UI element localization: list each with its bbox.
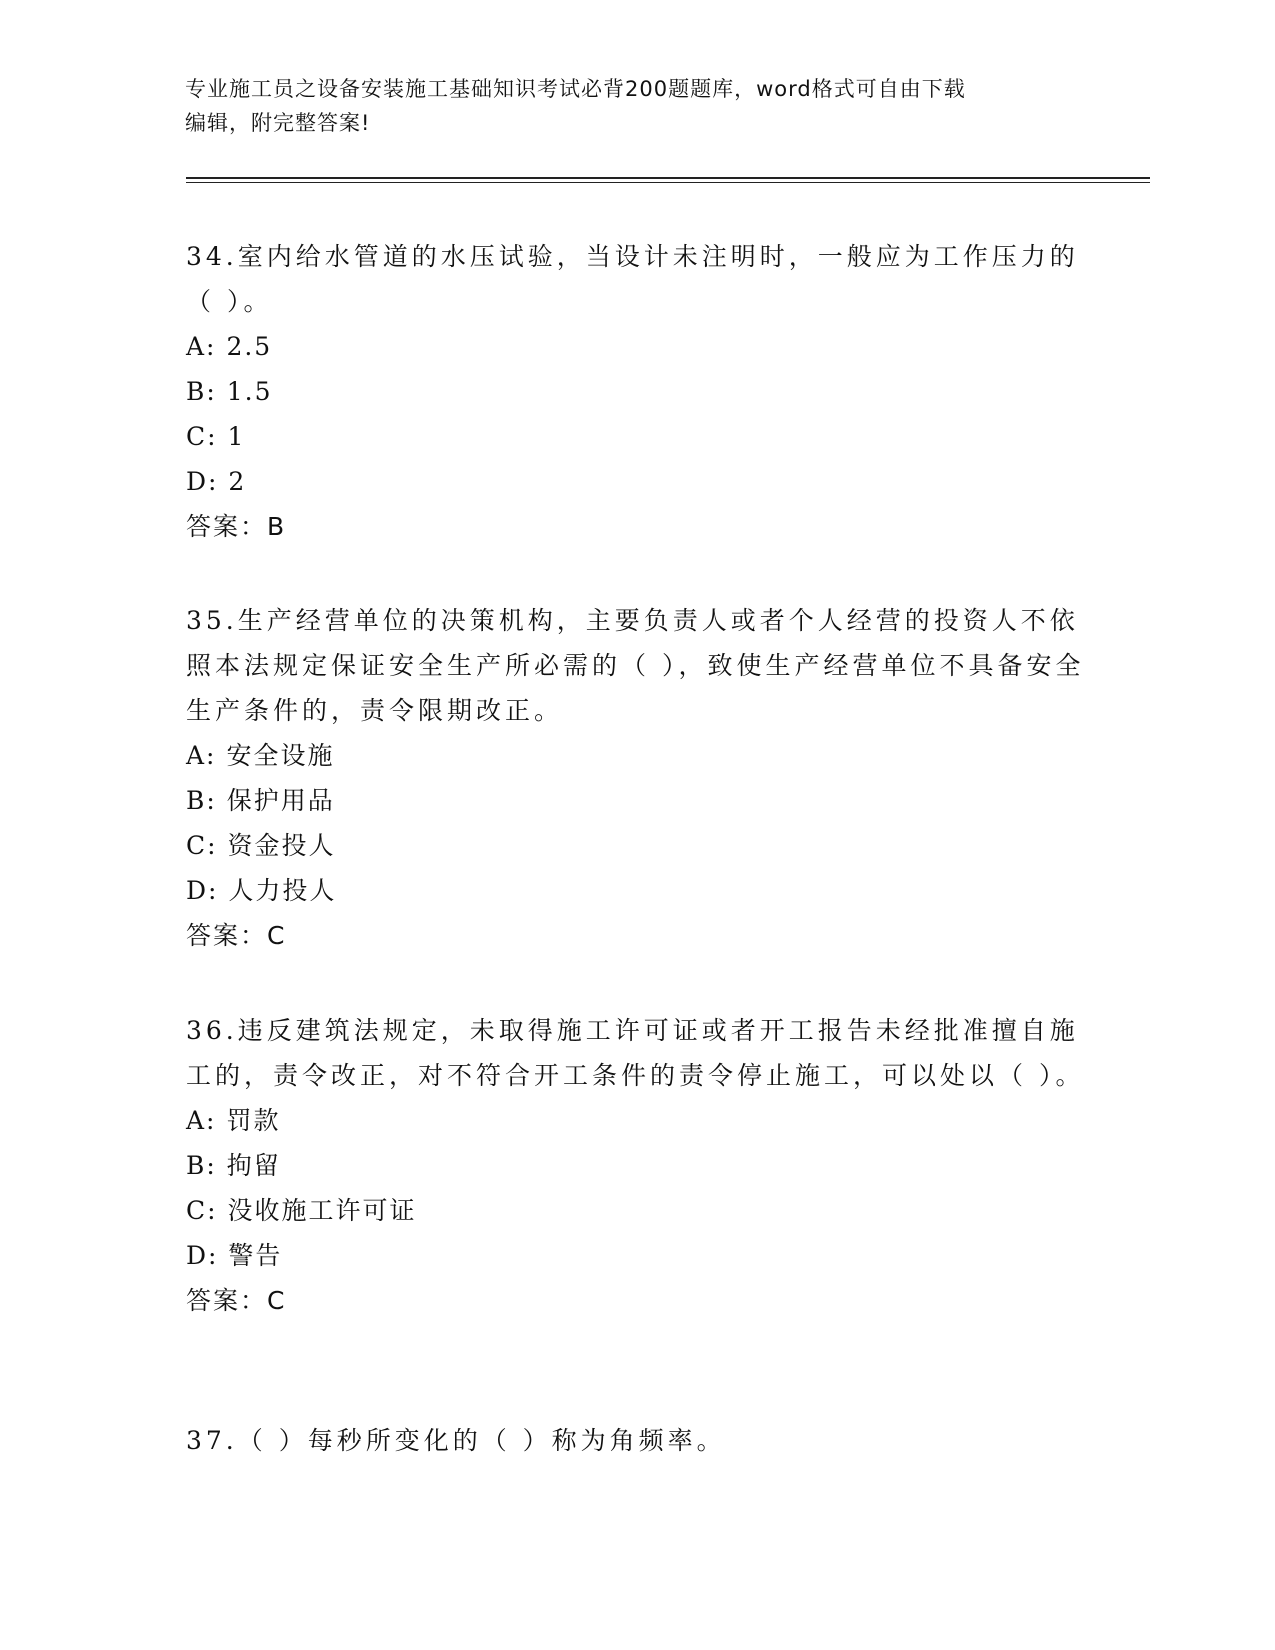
- option-d: [186, 1233, 1086, 1278]
- option-key: B:: [186, 786, 217, 815]
- question-stem: 37.（ ）每秒所变化的（ ）称为角频率。: [186, 1426, 726, 1455]
- option-text: 2: [228, 467, 247, 496]
- option-text: 1: [227, 422, 246, 451]
- option-c: [186, 823, 1086, 868]
- option-key: B:: [186, 1151, 217, 1180]
- option-b: [186, 778, 1086, 823]
- option-key: A:: [186, 741, 217, 770]
- answer-line: 答案：C: [186, 921, 287, 950]
- question-36: [186, 1008, 1086, 1323]
- option-b: [186, 1143, 1086, 1188]
- option-key: C:: [186, 422, 218, 451]
- option-d: [186, 868, 1086, 913]
- option-key: A:: [186, 332, 217, 361]
- answer-line: 答案：C: [186, 1286, 287, 1315]
- answer-line: 答案：B: [186, 512, 287, 541]
- option-text: 拘留: [226, 1151, 281, 1180]
- option-text: 保护用品: [226, 786, 335, 815]
- option-text: 警告: [228, 1241, 283, 1270]
- option-b: [186, 369, 1086, 414]
- question-34: [186, 234, 1086, 549]
- option-d: [186, 459, 1086, 504]
- option-c: [186, 414, 1086, 459]
- option-key: D:: [186, 467, 219, 496]
- question-stem: 36.违反建筑法规定，未取得施工许可证或者开工报告未经批准擅自施工的，责令改正，对不符合开工条件的责令停止施工，可以处以（ ）。: [186, 1016, 1085, 1090]
- option-key: B:: [186, 377, 217, 406]
- option-key: C:: [186, 831, 218, 860]
- option-a: [186, 1098, 1086, 1143]
- option-text: 安全设施: [226, 741, 335, 770]
- option-text: 罚款: [226, 1106, 281, 1135]
- header-divider-thick: [186, 177, 1150, 179]
- option-key: D:: [186, 1241, 219, 1270]
- document-header: [185, 72, 1085, 140]
- question-37: [186, 1418, 1086, 1463]
- question-stem: 35.生产经营单位的决策机构，主要负责人或者个人经营的投资人不依照本法规定保证安全生产所必需的（ ），致使生产经营单位不具备安全生产条件的，责令限期改正。: [186, 606, 1085, 725]
- option-text: 1.5: [226, 377, 273, 406]
- question-stem: 34.室内给水管道的水压试验，当设计未注明时，一般应为工作压力的（ ）。: [186, 242, 1079, 316]
- option-text: 没收施工许可证: [227, 1196, 417, 1225]
- question-35: [186, 598, 1086, 958]
- option-key: D:: [186, 876, 219, 905]
- option-a: [186, 733, 1086, 778]
- option-key: A:: [186, 1106, 217, 1135]
- option-a: [186, 324, 1086, 369]
- option-text: 人力投人: [228, 876, 337, 905]
- option-c: [186, 1188, 1086, 1233]
- option-text: 资金投人: [227, 831, 336, 860]
- option-text: 2.5: [226, 332, 273, 361]
- header-title-line-2: 编辑，附完整答案!: [185, 111, 371, 135]
- option-key: C:: [186, 1196, 218, 1225]
- header-divider-thin: [186, 182, 1150, 183]
- header-title-line-1: 专业施工员之设备安装施工基础知识考试必背200题题库，word格式可自由下载: [185, 77, 966, 101]
